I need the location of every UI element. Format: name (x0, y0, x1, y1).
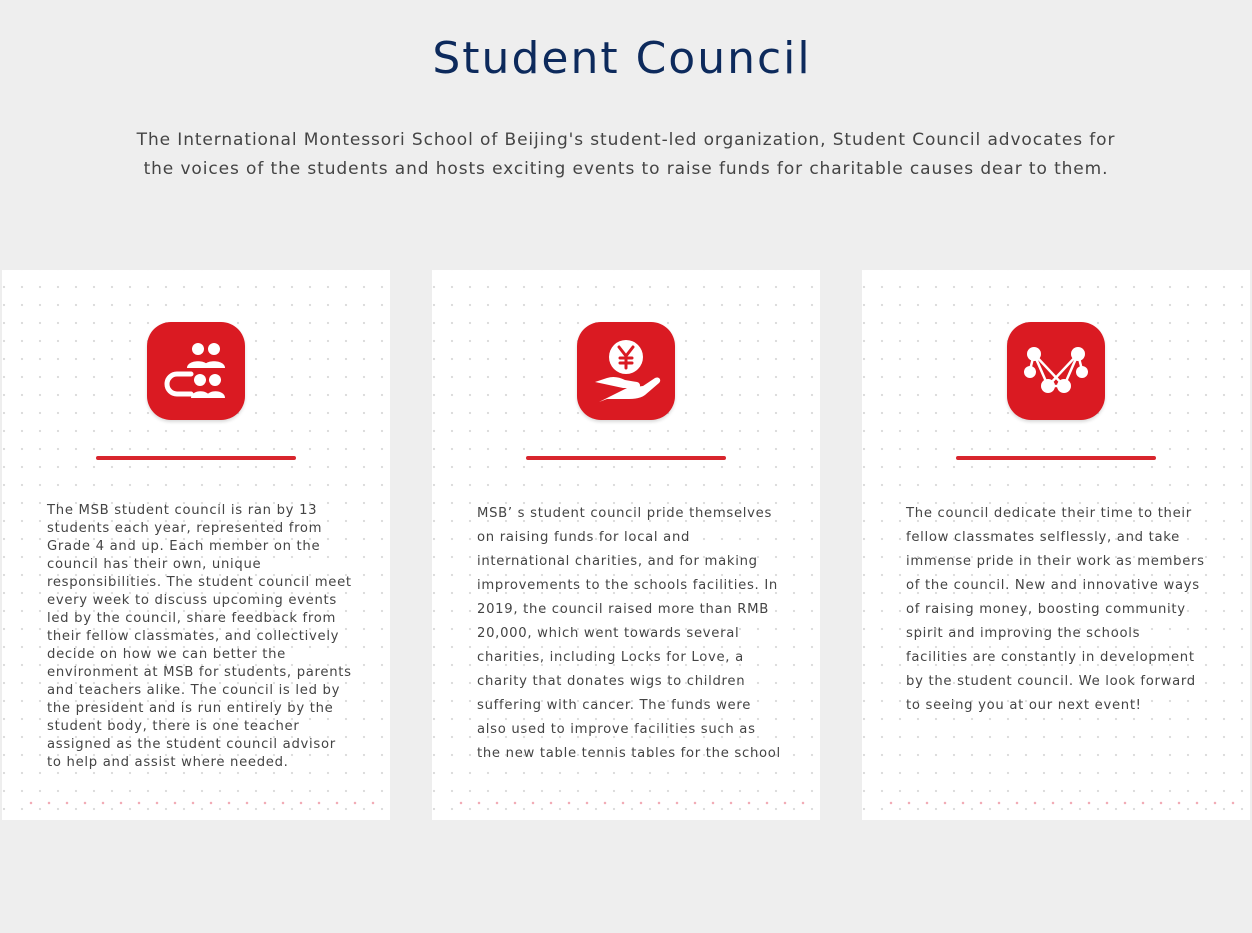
intro-text: The International Montessori School of Beijing's student-led organization, Student Council advocates for the voices of the students and hosts exciting events to raise funds for charitable causes dear to them. (136, 130, 1116, 179)
card-divider (526, 456, 726, 460)
network-nodes-icon (1007, 322, 1105, 420)
card-community (862, 270, 1250, 820)
card-text: MSB’ s student council pride themselves on raising funds for local and international charities, and for making improvements to the schools facilities. In 2019, the council raised more than RMB 20,000, which went towards several charities, including Locks for Love, a charity that donates wigs to children suffering with cancer. The funds were also used to improve facilities such as the new table tennis tables for the school (477, 506, 781, 761)
card-text: The MSB student council is ran by 13 students each year, represented from Grade 4 and up. Each member on the council has their own, unique responsibilities. The student council meet every week to discuss upcoming events led by the council, share feedback from their fellow classmates, and collectively decide on how we can better the environment at MSB for students, parents and teachers alike. The council is led by the president and is run entirely by the student body, there is one teacher assigned as the student council advisor to help and assist where needed. (47, 503, 352, 770)
card-divider (956, 456, 1156, 460)
card-council-members (2, 270, 390, 820)
page-title: Student Council (432, 33, 812, 84)
yuan-hand-icon (577, 322, 675, 420)
card-fundraising (432, 270, 820, 820)
card-divider (96, 456, 296, 460)
people-group-icon (147, 322, 245, 420)
card-text: The council dedicate their time to their fellow classmates selflessly, and take immense pride in their work as members of the council. New and innovative ways of raising money, boosting community spirit and improving the schools facilities are constantly in development by the student council. We look forward to seeing you at our next event! (906, 506, 1205, 713)
